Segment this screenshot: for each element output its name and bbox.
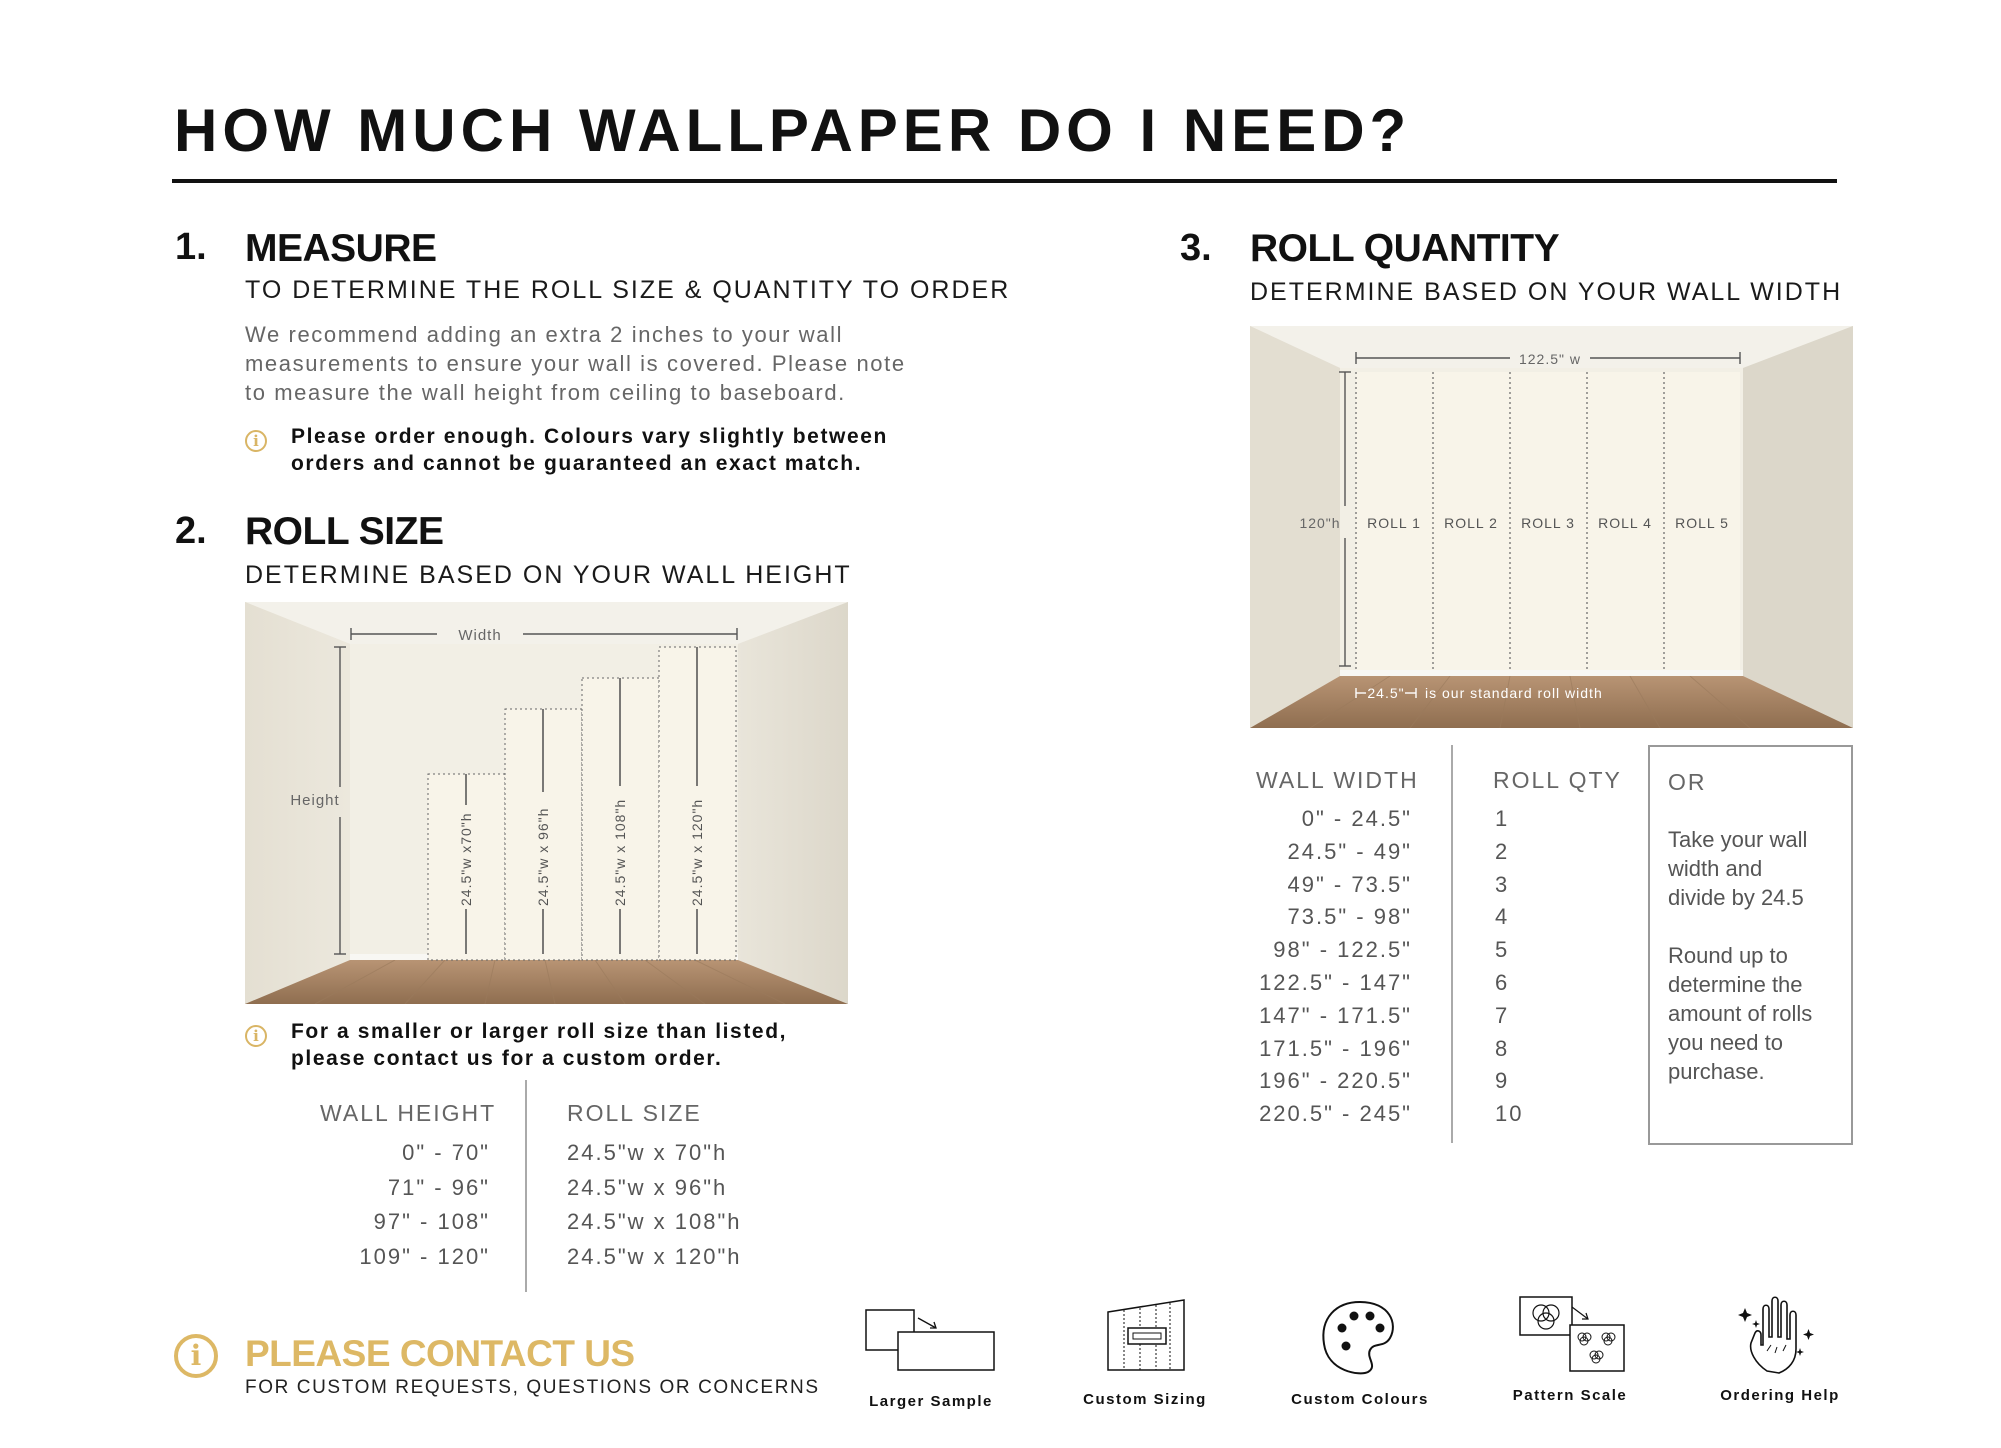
contact-heading: PLEASE CONTACT US: [245, 1333, 635, 1374]
or-text-divide: [1668, 825, 1807, 912]
roll-size-column: [567, 1136, 742, 1274]
roll-size-label: 24.5"w x 96"h: [535, 807, 551, 906]
roll-quantity-room-diagram: [1250, 326, 1853, 728]
contact-info-icon: i: [174, 1334, 218, 1378]
roll-label: ROLL 4: [1598, 515, 1652, 531]
table-cell: 7: [1495, 1002, 1510, 1028]
service-label: Custom Sizing: [1083, 1391, 1207, 1408]
section2-number: 2.: [175, 510, 207, 552]
table-cell: 109" - 120": [359, 1243, 490, 1269]
section2-heading: ROLL SIZE: [245, 510, 444, 553]
roll-qty-header: ROLL QTY: [1493, 767, 1622, 793]
table-cell: 5: [1495, 937, 1510, 963]
info-icon: i: [245, 1025, 267, 1047]
table-cell: 196" - 220.5": [1259, 1068, 1412, 1094]
roll-label: ROLL 2: [1444, 515, 1498, 531]
table-cell: 171.5" - 196": [1259, 1035, 1412, 1061]
service-custom-sizing[interactable]: [1080, 1298, 1210, 1406]
note-line: orders and cannot be guaranteed an exact match.: [291, 452, 863, 475]
table-divider: [1451, 745, 1453, 1143]
section3-subheading: DETERMINE BASED ON YOUR WALL WIDTH: [1250, 278, 1843, 306]
width-dimension-label: Width: [458, 627, 502, 644]
table-cell: 0" - 70": [402, 1140, 490, 1165]
table-cell: 24.5" - 49": [1287, 838, 1412, 864]
table-divider: [525, 1080, 527, 1292]
section1-paragraph: [245, 320, 906, 407]
wall-height-header: WALL HEIGHT: [320, 1100, 497, 1126]
pattern-scale-icon: [1506, 1293, 1634, 1378]
table-cell: 4: [1495, 904, 1510, 930]
table-cell: 8: [1495, 1035, 1510, 1061]
or-text-round: [1668, 941, 1812, 1086]
service-ordering-help[interactable]: [1715, 1293, 1845, 1406]
roll-width-label: 24.5": [1367, 685, 1405, 701]
wall-height-column: [300, 1136, 490, 1274]
custom-sizing-icon: [1080, 1298, 1210, 1378]
roll-label: ROLL 5: [1675, 515, 1729, 531]
section1-subheading: TO DETERMINE THE ROLL SIZE & QUANTITY TO ORDER: [245, 276, 1011, 304]
or-text-line: purchase.: [1668, 1059, 1765, 1084]
service-larger-sample[interactable]: [862, 1300, 1000, 1408]
or-label: OR: [1668, 769, 1707, 795]
table-cell: 122.5" - 147": [1259, 969, 1412, 995]
note-line: Please order enough. Colours vary slightly between: [291, 425, 888, 448]
or-text-line: width and: [1668, 856, 1763, 881]
roll-size-label: 24.5"w x 108"h: [612, 798, 628, 906]
or-text-line: determine the: [1668, 972, 1803, 997]
or-text-line: you need to: [1668, 1030, 1783, 1055]
section2-subheading: DETERMINE BASED ON YOUR WALL HEIGHT: [245, 561, 852, 589]
or-text-line: amount of rolls: [1668, 1001, 1813, 1026]
service-pattern-scale[interactable]: [1506, 1293, 1634, 1406]
section3-heading: ROLL QUANTITY: [1250, 227, 1560, 270]
roll-size-label: 24.5"w x70"h: [458, 812, 474, 906]
roll-size-room-diagram: [245, 602, 848, 1004]
table-cell: 3: [1495, 871, 1510, 897]
table-cell: 2: [1495, 838, 1510, 864]
table-cell: 1: [1495, 806, 1510, 831]
service-label: Pattern Scale: [1512, 1387, 1628, 1404]
palette-icon: [1290, 1298, 1430, 1378]
service-label: Larger Sample: [869, 1393, 993, 1410]
table-cell: 98" - 122.5": [1273, 937, 1412, 963]
hand-icon: [1715, 1293, 1845, 1378]
title-divider: [172, 179, 1837, 183]
table-cell: 147" - 171.5": [1259, 1002, 1412, 1028]
table-cell: 220.5" - 245": [1259, 1101, 1412, 1127]
wall-height-label: 120"h: [1299, 515, 1341, 531]
roll-size-header: ROLL SIZE: [567, 1100, 702, 1126]
info-icon: i: [245, 430, 267, 452]
roll-qty-column: [1495, 803, 1523, 1131]
roll-label: ROLL 3: [1521, 515, 1575, 531]
table-cell: 97" - 108": [373, 1209, 490, 1235]
wall-width-column: [1230, 803, 1412, 1131]
or-text-line: Round up to: [1668, 943, 1788, 968]
section2-note: [291, 1018, 787, 1072]
contact-subheading: FOR CUSTOM REQUESTS, QUESTIONS OR CONCERNS: [245, 1377, 820, 1398]
roll-size-label: 24.5"w x 120"h: [689, 798, 705, 906]
table-cell: 24.5"w x 120"h: [567, 1243, 742, 1269]
table-cell: 10: [1495, 1101, 1524, 1127]
page-title: HOW MUCH WALLPAPER DO I NEED?: [174, 97, 1412, 164]
table-cell: 49" - 73.5": [1287, 871, 1412, 897]
table-cell: 71" - 96": [387, 1174, 490, 1200]
note-line: For a smaller or larger roll size than listed,: [291, 1020, 788, 1043]
or-info-box: [1648, 745, 1853, 1145]
paragraph-line: measurements to ensure your wall is covered. Please note: [245, 351, 906, 376]
table-cell: 24.5"w x 96"h: [567, 1174, 728, 1200]
note-line: please contact us for a custom order.: [291, 1047, 723, 1070]
table-cell: 73.5" - 98": [1287, 904, 1412, 930]
roll-width-caption: is our standard roll width: [1425, 685, 1603, 701]
wall-width-label: 122.5" w: [1518, 351, 1582, 367]
table-cell: 24.5"w x 108"h: [567, 1209, 742, 1235]
paragraph-line: We recommend adding an extra 2 inches to your wall: [245, 322, 844, 347]
or-text-line: divide by 24.5: [1668, 885, 1804, 910]
service-label: Custom Colours: [1291, 1391, 1429, 1408]
table-cell: 24.5"w x 70"h: [567, 1140, 728, 1165]
roll-label: ROLL 1: [1367, 515, 1421, 531]
or-text-line: Take your wall: [1668, 827, 1808, 852]
section1-heading: MEASURE: [245, 227, 437, 270]
larger-sample-icon: [862, 1300, 1000, 1380]
table-cell: 9: [1495, 1068, 1510, 1094]
table-cell: 6: [1495, 969, 1510, 995]
table-cell: 0" - 24.5": [1301, 806, 1412, 831]
wall-width-header: WALL WIDTH: [1256, 767, 1419, 793]
service-label: Ordering Help: [1720, 1387, 1840, 1404]
section1-number: 1.: [175, 226, 207, 268]
height-dimension-label: Height: [290, 792, 340, 809]
section1-note: [291, 423, 888, 477]
section3-number: 3.: [1180, 227, 1212, 269]
paragraph-line: to measure the wall height from ceiling to baseboard.: [245, 380, 846, 405]
service-custom-colours[interactable]: [1290, 1298, 1430, 1406]
